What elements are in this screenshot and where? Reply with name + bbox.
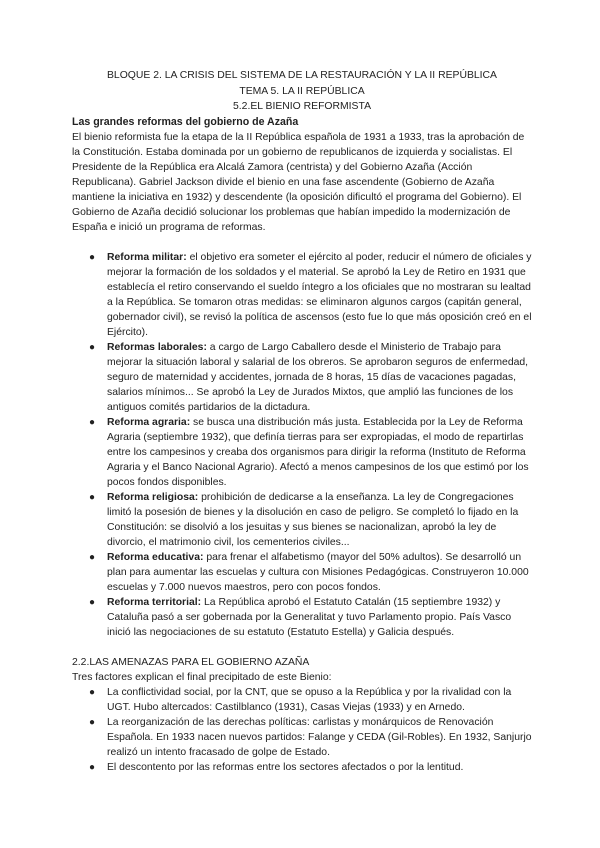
factor-text: El descontento por las reformas entre los sectores afectados o por la lentitud. xyxy=(107,761,464,773)
reform-text: para frenar el alfabetismo (mayor del 50% adultos). Se desarrolló un plan para aumentar las escuelas y cultura con Misiones Pedagógicas. Construyeron 10.000 escuelas y 7.000 nuevos maestros, pero con pocos fondos. xyxy=(107,551,529,593)
list-item xyxy=(86,760,532,775)
bullet-icon: ● xyxy=(89,761,96,773)
factor-text: La conflictividad social, por la CNT, que se opuso a la República y por la rivalidad con la UGT. Hubo altercados: Castilblanco (1931), Casas Viejas (1933) y en Arnedo. xyxy=(107,686,512,713)
reform-label: Reforma militar: xyxy=(107,251,187,263)
reform-text: La República aprobó el Estatuto Catalán (15 septiembre 1932) y Cataluña pasó a ser gobernada por la Generalitat y tuvo Parlamento propio. País Vasco inició las negociaciones de su estatuto (Estatuto Estella) y Galicia después. xyxy=(107,596,512,638)
list-item xyxy=(86,490,532,550)
reform-label: Reformas laborales: xyxy=(107,341,207,353)
section-heading-reforms: Las grandes reformas del gobierno de Azaña xyxy=(72,115,299,128)
reform-label: Reforma agraria: xyxy=(107,416,191,428)
bullet-icon: ● xyxy=(89,491,96,503)
list-item xyxy=(86,415,532,490)
topic-title: TEMA 5. LA II REPÚBLICA xyxy=(239,85,365,97)
reform-text: prohibición de dedicarse a la enseñanza. La ley de Congregaciones limitó la posesión de bienes y la disolución en caso de peligro. Se completó lo fijado en la Constitución: se disolvió a los jesuitas y sus bienes se nacionalizan, aprobó la ley de divorcio, el matrimonio civil, los cementerios civiles... xyxy=(107,491,519,548)
reform-text: se busca una distribución más justa. Establecida por la Ley de Reforma Agraria (septiembre 1932), que definía tierras para ser expropiadas, el modo de repartirlas entre los campesinos y creaba dos organismos para dirigir la reforma (Instituto de Reforma Agraria y el Banco Nacional Agrario). Afectó a menos campesinos de los que estimó por los pocos fondos disponibles. xyxy=(107,416,529,488)
block-title: BLOQUE 2. LA CRISIS DEL SISTEMA DE LA RESTAURACIÓN Y LA II REPÚBLICA xyxy=(107,70,497,81)
list-item xyxy=(86,340,532,415)
list-item xyxy=(86,685,532,715)
reform-label: Reforma territorial: xyxy=(107,596,202,608)
bullet-icon: ● xyxy=(89,341,96,353)
reforms-list xyxy=(86,250,532,640)
threats-list xyxy=(86,685,532,775)
bullet-icon: ● xyxy=(89,251,96,263)
bullet-icon: ● xyxy=(89,551,96,563)
reform-label: Reforma educativa: xyxy=(107,551,204,563)
bullet-icon: ● xyxy=(89,596,96,608)
section-number-title: 5.2.EL BIENIO REFORMISTA xyxy=(233,101,371,112)
threats-intro: Tres factores explican el final precipitado de este Bienio: xyxy=(72,671,332,683)
intro-paragraph: El bienio reformista fue la etapa de la II República española de 1931 a 1933, tras la aprobación de la Constitución. Estaba dominada por un gobierno de republicanos de izquierda y socialistas. El Presidente de la República era Alcalá Zamora (centrista) y del Gobierno Azaña (Acción Republicana). Gabriel Jackson divide el bienio en una fase ascendente (Gobierno de Azaña mantiene la iniciativa en 1932) y descendente (la oposición dificultó el programa del Gobierno). El Gobierno de Azaña decidió solucionar los problemas que habían impedido la modernización de España e inició un programa de reformas. xyxy=(72,131,525,233)
reform-text: el objetivo era someter el ejército al poder, reducir el número de oficiales y mejorar la formación de los soldados y el material. Se aprobó la Ley de Retiro en 1931 que establecía el retiro conservando el sueldo íntegro a los oficiales que no mostraran su lealtad a la República. Se tomaron otras medidas: se eliminaron algunos cargos (capitán general, gobernador civil), se revisó la política de ascensos (esto fue lo que más oposición creó en el Ejército). xyxy=(107,251,532,338)
list-item xyxy=(86,250,532,340)
bullet-icon: ● xyxy=(89,416,96,428)
section-heading-threats: 2.2.LAS AMENAZAS PARA EL GOBIERNO AZAÑA xyxy=(72,656,310,668)
list-item xyxy=(86,595,532,640)
factor-text: La reorganización de las derechas políticas: carlistas y monárquicos de Renovación Española. En 1933 nacen nuevos partidos: Falange y CEDA (Gil-Robles). En 1932, Sanjurjo realizó un intento fracasado de golpe de Estado. xyxy=(107,716,532,758)
list-item xyxy=(86,715,532,760)
document-page xyxy=(72,68,532,775)
reform-label: Reforma religiosa: xyxy=(107,491,199,503)
document-header xyxy=(72,68,532,115)
bullet-icon: ● xyxy=(89,716,96,728)
list-item xyxy=(86,550,532,595)
bullet-icon: ● xyxy=(89,686,96,698)
reform-text: a cargo de Largo Caballero desde el Ministerio de Trabajo para mejorar la situación laboral y salarial de los obreros. Se aprobaron seguros de enfermedad, seguro de maternidad y accidentes, jornada de 8 horas, 15 días de vacaciones pagadas, salarios mínimos... Se aprobó la Ley de Jurados Mixtos, que amplió las funciones de los antiguos comités partidarios de la dictadura. xyxy=(107,341,529,413)
